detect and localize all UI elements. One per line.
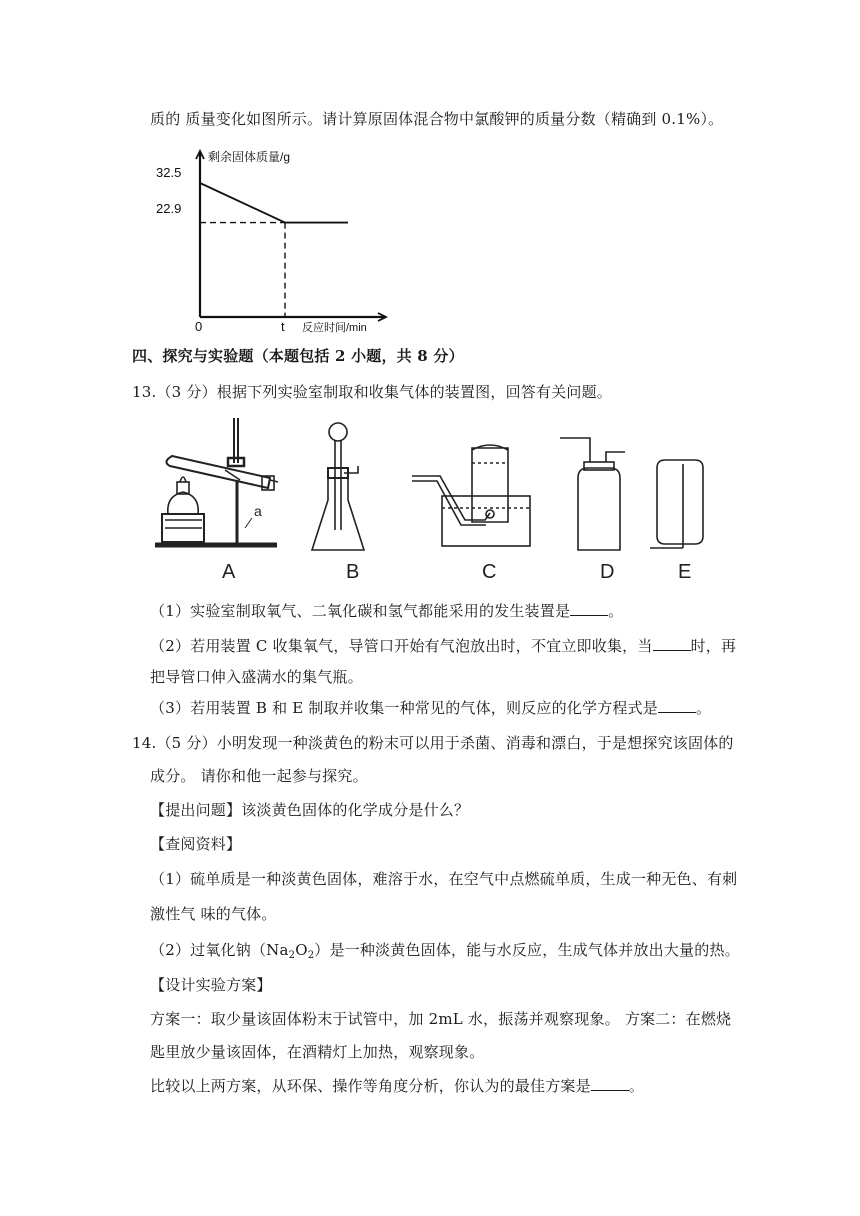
apparatus-part-label-a: a: [254, 503, 262, 519]
data-line: [200, 183, 348, 223]
q14-info1-line2: 激性气 味的气体。: [150, 905, 277, 923]
mass-time-graph: [150, 145, 400, 335]
q13-stem: 13.（3 分）根据下列实验室制取和收集气体的装置图，回答有关问题。: [132, 383, 612, 401]
answer-blank[interactable]: [591, 1076, 629, 1091]
q14-plan-line2: 匙里放少量该固体，在酒精灯上加热，观察现象。: [150, 1043, 485, 1061]
x-axis-label: 反应时间/min: [302, 322, 367, 334]
y-axis-label: 剩余固体质量/g: [208, 150, 291, 164]
apparatus-b: [312, 423, 364, 550]
q14-info2: [150, 940, 740, 966]
apparatus-label-d: D: [600, 561, 615, 583]
q13-sub3: [150, 698, 711, 718]
q13-sub2-text: （2）若用装置 C 收集氧气，导管口开始有气泡放出时，不宜立即收集，当: [150, 637, 653, 655]
period: 。: [696, 699, 712, 717]
apparatus-label-a: A: [222, 561, 236, 583]
q14-question: 【提出问题】该淡黄色固体的化学成分是什么？: [150, 801, 470, 819]
q13-sub1-text: （1）实验室制取氧气、二氧化碳和氢气都能采用的发生装置是: [150, 602, 571, 620]
q14-compare-text: 比较以上两方案，从环保、操作等角度分析，你认为的最佳方案是: [150, 1077, 591, 1095]
answer-blank[interactable]: [570, 601, 608, 616]
q13-sub2: [150, 636, 736, 656]
q14-compare: [150, 1076, 644, 1096]
q14-stem-1: 14.（5 分）小明发现一种淡黄色的粉末可以用于杀菌、消毒和漂白，于是想探究该固体的: [132, 734, 734, 752]
q14-plan-line1: 方案一：取少量该固体粉末于试管中，加 2mL 水，振荡并观察现象。 方案二：在燃烧: [150, 1010, 732, 1028]
q13-sub2-line2: 把导管口伸入盛满水的集气瓶。: [150, 668, 363, 686]
q14-stem-2: 成分。 请你和他一起参与探究。: [150, 767, 368, 785]
apparatus-a: [155, 418, 278, 545]
section4-title: 四、探究与实验题（本题包括 2 小题，共 8 分）: [132, 347, 464, 365]
apparatus-e: [650, 458, 703, 548]
period: 。: [608, 602, 624, 620]
q14-info2-post: ）是一种淡黄色固体，能与水反应，生成气体并放出大量的热。: [314, 941, 740, 959]
q14-consult: 【查阅资料】: [150, 835, 242, 853]
apparatus-c: [412, 445, 530, 546]
apparatus-label-b: B: [346, 561, 360, 583]
period: 。: [628, 1077, 645, 1095]
apparatus-figure: [150, 418, 710, 588]
q13-sub2-post: 时，再: [690, 637, 737, 655]
y-tick-label: 32.5: [156, 165, 182, 180]
q14-design: 【设计实验方案】: [150, 976, 272, 994]
q14-info2-pre: （2）过氧化钠（Na: [150, 941, 289, 959]
q13-sub3-text: （3）若用装置 B 和 E 制取并收集一种常见的气体，则反应的化学方程式是: [150, 699, 658, 717]
apparatus-label-c: C: [482, 561, 497, 583]
apparatus-d: [560, 438, 625, 550]
y-tick-label: 22.9: [156, 201, 182, 216]
subscript: 2: [307, 950, 315, 961]
q14-info2-mid: O: [295, 941, 308, 959]
origin-label: 0: [195, 319, 203, 334]
answer-blank[interactable]: [658, 698, 696, 713]
answer-blank[interactable]: [653, 636, 691, 651]
q13-sub1: [150, 601, 623, 621]
intro-line: 质的 质量变化如图所示。请计算原固体混合物中氯酸钾的质量分数（精确到 0.1%）。: [150, 110, 724, 128]
apparatus-label-e: E: [678, 561, 692, 583]
subscript: 2: [288, 950, 296, 961]
q14-info1-line1: （1）硫单质是一种淡黄色固体，难溶于水，在空气中点燃硫单质，生成一种无色、有刺: [150, 870, 738, 888]
x-tick-label-t: t: [281, 319, 285, 334]
